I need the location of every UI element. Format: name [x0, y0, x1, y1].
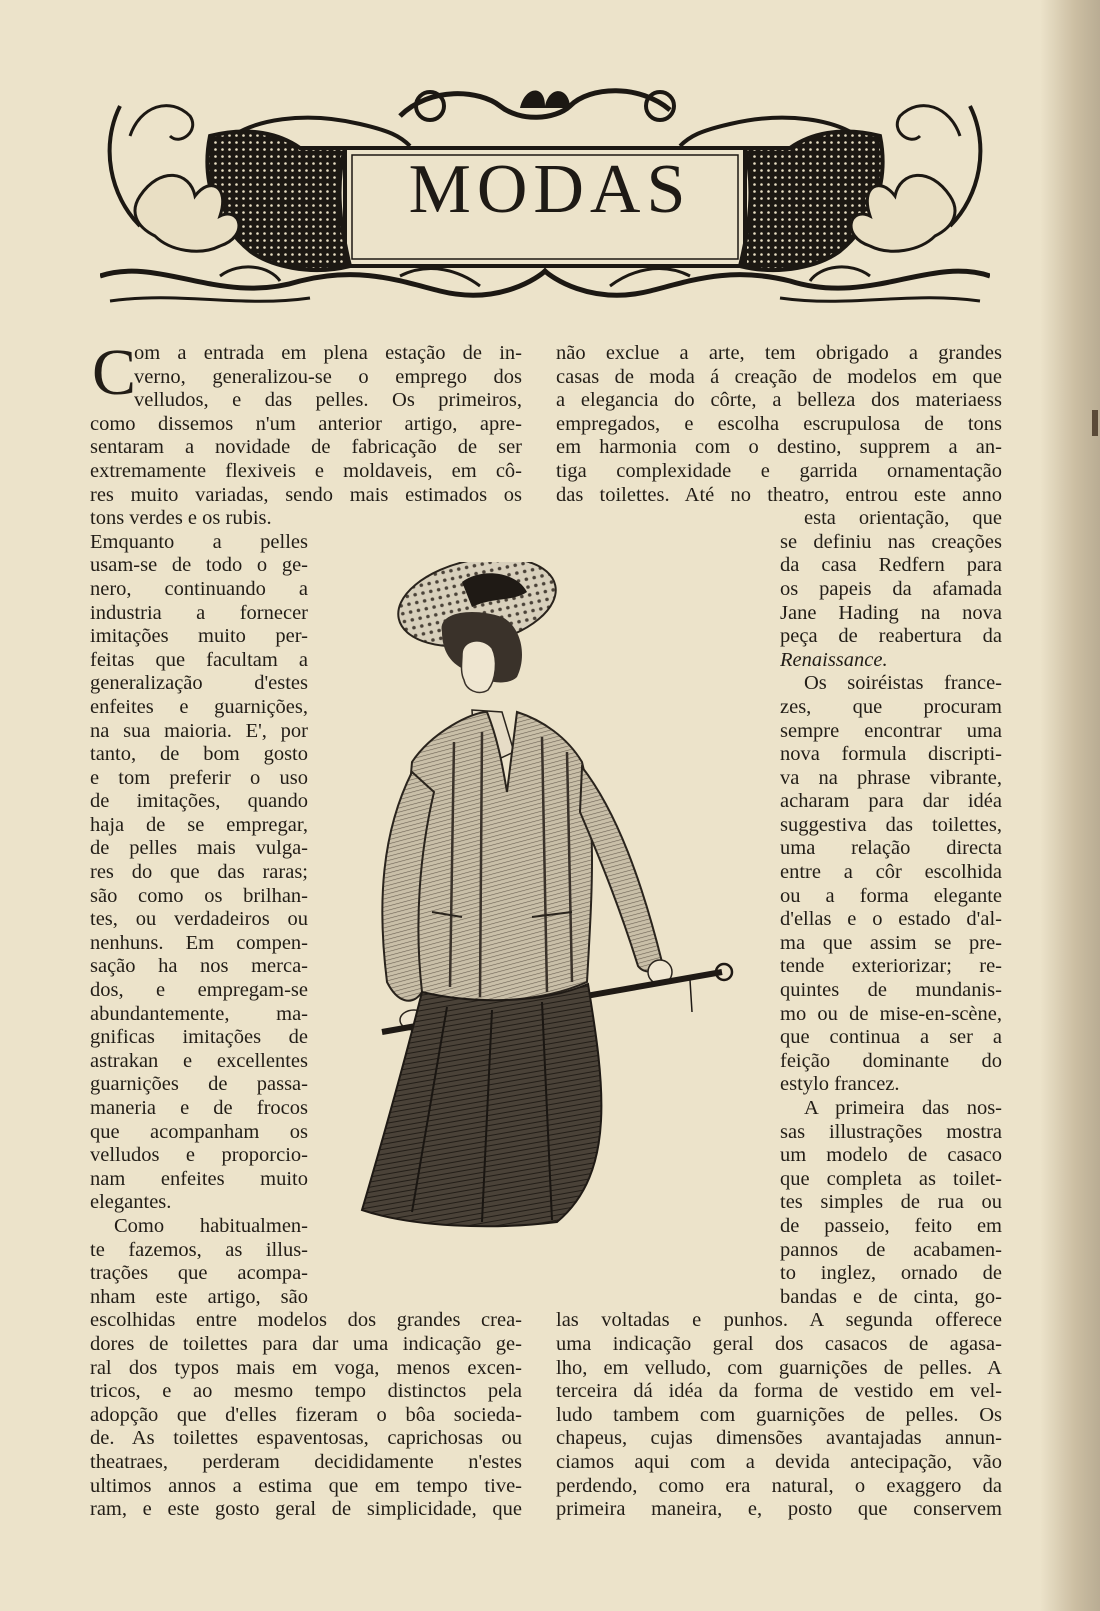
text-line: va na phrase vibrante, — [780, 766, 1002, 789]
text-line: lho, em velludo, com guarnições de pelles. A — [556, 1356, 1002, 1379]
text-line: de. As toilettes espaventosas, caprichosas ou — [90, 1427, 522, 1450]
text-line: um modelo de casaco — [780, 1144, 1002, 1167]
text-line: não exclue a arte, tem obrigado a grandes — [556, 342, 1002, 364]
page-title: MODAS — [408, 151, 692, 228]
text-line: os papeis da afamada — [780, 577, 1002, 600]
text-line: sentaram a novidade de fabricação de ser — [90, 436, 522, 459]
text-line: Jane Hading na nova — [780, 601, 1002, 624]
text-line: elegantes. — [90, 1191, 172, 1214]
text-line: trações que acompa- — [90, 1262, 308, 1285]
text-line: haja de se empregar, — [90, 813, 308, 836]
text-line: theatraes, perderam decididamente n'estes — [90, 1450, 522, 1473]
text-line: perdendo, como era natural, o exaggero da — [556, 1474, 1002, 1497]
woman-in-coat-with-cane-illustration-icon — [342, 562, 762, 1262]
text-line: om a entrada em plena estação de in- — [134, 342, 522, 364]
text-line: tons verdes e os rubis. — [90, 507, 272, 530]
text-line: maneria e de frocos — [90, 1097, 308, 1119]
text-line: mo ou de mise-en-scène, — [780, 1002, 1002, 1025]
text-line: nam enfeites muito — [90, 1167, 308, 1190]
text-line: Os soiréistas france- — [804, 672, 1002, 695]
text-line: industria a fornecer — [90, 601, 308, 624]
text-line: bandas e de cinta, go- — [780, 1285, 1002, 1308]
text-line: como dissemos n'um anterior artigo, apre- — [90, 412, 522, 435]
text-line: to inglez, ornado de — [780, 1262, 1002, 1285]
text-line: extremamente flexiveis e moldaveis, em cô- — [90, 459, 522, 482]
text-line: uma relação directa — [780, 837, 1002, 860]
text-line: entre a côr escolhida — [780, 861, 1002, 884]
left-narrow-block — [90, 531, 308, 1310]
text-line: da casa Redfern para — [780, 554, 1002, 577]
text-line: sempre encontrar uma — [780, 719, 1002, 742]
text-line: estylo francez. — [780, 1073, 900, 1096]
text-line: ludo tambem com guarnições de pelles. Os — [556, 1403, 1002, 1426]
text-line: sação ha nos merca- — [90, 955, 308, 978]
text-line: são como os brilhan- — [90, 884, 308, 907]
text-line: ral dos typos mais em voga, menos excen- — [90, 1356, 522, 1379]
text-line: pannos de acabamen- — [780, 1238, 1002, 1261]
text-line: acharam para dar idéa — [780, 790, 1002, 813]
text-line: terceira dá idéa da forma de vestido em vel- — [556, 1380, 1002, 1403]
text-line: se definiu nas creações — [780, 530, 1002, 553]
text-line: sas illustrações mostra — [780, 1120, 1002, 1143]
text-line: nova formula discripti- — [780, 743, 1002, 766]
text-line: que continua a ser a — [780, 1026, 1002, 1049]
text-line: chapeus, cujas dimensões avantajadas annun- — [556, 1427, 1002, 1450]
text-line: de passeio, feito em — [780, 1214, 1002, 1237]
text-line: peça de reabertura da — [780, 625, 1002, 648]
text-line: guarnições de passa- — [90, 1073, 308, 1096]
text-line: uma indicação geral dos casacos de agasa- — [556, 1332, 1002, 1355]
text-line: dos, e empregam-se — [90, 979, 308, 1002]
text-line: imitações muito per- — [90, 625, 308, 648]
text-line: escolhidas entre modelos dos grandes crea- — [90, 1309, 522, 1332]
text-line: quintes de mundanis- — [780, 979, 1002, 1002]
text-line: primeira maneira, e, posto que conservem — [556, 1498, 1002, 1521]
text-line: a elegancia do côrte, a belleza dos materiaess — [556, 389, 1002, 412]
text-line: tricos, e ao mesmo tempo distinctos pela — [90, 1380, 522, 1403]
page-edge-mark — [1092, 410, 1098, 436]
text-line: tes, ou verdadeiros ou — [90, 908, 308, 931]
drop-cap: C — [92, 336, 137, 409]
text-line: res muito variadas, sendo mais estimados os — [90, 483, 522, 506]
text-line: feição dominante do — [780, 1049, 1002, 1072]
text-line: nero, continuando a — [90, 577, 308, 600]
text-line: abundantemente, ma- — [90, 1002, 308, 1025]
text-line: A primeira das nos- — [804, 1097, 1002, 1119]
text-line: ultimos annos a estima que em tempo tive- — [90, 1474, 522, 1497]
text-line: Renaissance. — [780, 648, 888, 671]
text-line: de pelles mais vulga- — [90, 837, 308, 860]
text-line: zes, que procuram — [780, 695, 1002, 718]
text-line: Emquanto a pelles — [90, 530, 308, 553]
text-line: astrakan e excellentes — [90, 1049, 308, 1072]
text-line: dores de toilettes para dar uma indicação ge- — [90, 1332, 522, 1355]
text-line: ma que assim se pre- — [780, 931, 1002, 954]
text-line: de imitações, quando — [90, 790, 308, 813]
text-line: ram, e este gosto geral de simplicidade, que — [90, 1498, 522, 1521]
text-line: ou a forma elegante — [780, 884, 1002, 907]
text-line: e tom preferir o uso — [90, 766, 308, 789]
text-line: verno, generalizou-se o emprego dos — [134, 365, 522, 388]
text-line: gnificas imitações de — [90, 1026, 308, 1049]
text-line: Como habitualmen- — [114, 1214, 308, 1237]
text-line: generalização d'estes — [90, 672, 308, 695]
text-line: res do que das raras; — [90, 861, 308, 884]
text-line: das toilettes. Até no theatro, entrou este anno — [556, 483, 1002, 506]
text-line: te fazemos, as illus- — [90, 1238, 308, 1261]
text-line: ciamos aqui com a devida antecipação, vão — [556, 1450, 1002, 1473]
text-line: velludos e proporcio- — [90, 1144, 308, 1167]
text-line: d'ellas e o estado d'al- — [780, 908, 1002, 931]
text-line: nham este artigo, são — [90, 1285, 308, 1308]
text-line: tes simples de rua ou — [780, 1191, 1002, 1214]
text-line: tanto, de bom gosto — [90, 743, 308, 766]
text-line: em harmonia com o destino, supprem a an- — [556, 436, 1002, 459]
text-line: que acompanham os — [90, 1120, 308, 1143]
text-line: suggestiva das toilettes, — [780, 813, 1002, 836]
text-line: nenhuns. Em compen- — [90, 931, 308, 954]
text-line: usam-se de todo o ge- — [90, 554, 308, 577]
text-line: empregados, e escolha escrupulosa de tons — [556, 412, 1002, 435]
text-line: tende exteriorizar; re- — [780, 955, 1002, 978]
text-line: esta orientação, que — [804, 507, 1002, 530]
text-line: feitas que facultam a — [90, 648, 308, 671]
text-line: velludos, e das pelles. Os primeiros, — [134, 389, 522, 412]
text-line: tiga complexidade e garrida ornamentação — [556, 459, 1002, 482]
text-line: casas de moda á creação de modelos em que — [556, 365, 1002, 388]
text-line: las voltadas e punhos. A segunda offerece — [556, 1309, 1002, 1332]
text-line: na sua maioria. E', por — [90, 719, 308, 742]
text-line: enfeites e guarnições, — [90, 695, 308, 718]
text-line: adopção que d'elles fizeram o bôa socieda- — [90, 1403, 522, 1426]
text-line: que completa as toilet- — [780, 1167, 1002, 1190]
